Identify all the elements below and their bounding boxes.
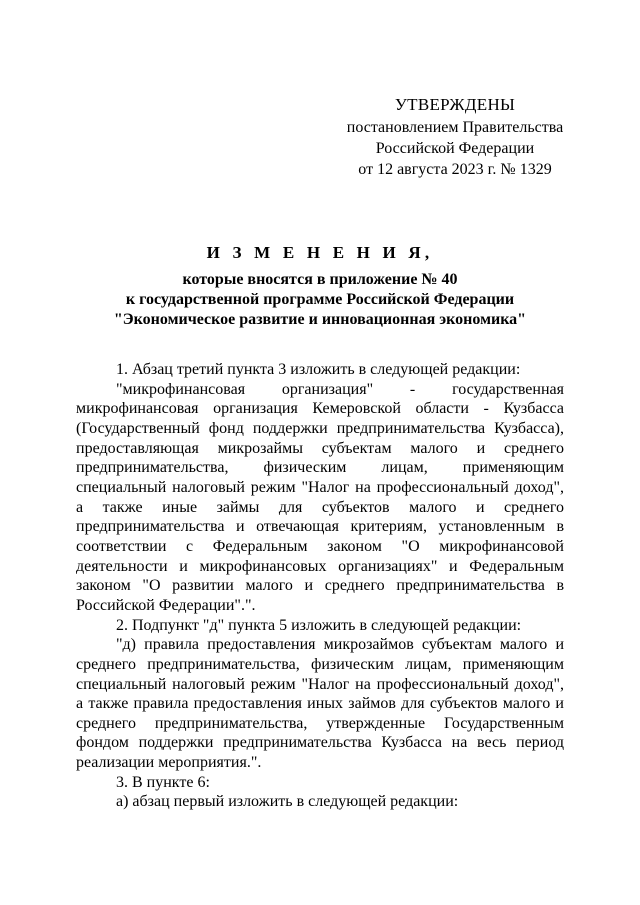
approval-line-government: Российской Федерации bbox=[375, 140, 535, 157]
paragraph-subitem-d: "д) правила предоставления микрозаймов субъектам малого и среднего предпринимательства, физическим лицам, применяющим специальный налоговый режим "Налог на профессиональный доход", а также правила предоставления иных займов для субъектов малого и среднего предпринимательства, утвержденные Государственным фондом поддержки предпринимательства Кузбасса на весь период реализации мероприятия.". bbox=[76, 636, 564, 772]
subtitle-line-2: к государственной программе Российской Федерации bbox=[125, 291, 515, 308]
paragraph-item-2: 2. Подпункт "д" пункта 5 изложить в следующей редакции: bbox=[116, 616, 522, 634]
paragraph-item-1: 1. Абзац третий пункта 3 изложить в следующей редакции: bbox=[116, 361, 521, 378]
approval-line-date: от 12 августа 2023 г. № 1329 bbox=[358, 161, 552, 178]
document-subtitle bbox=[60, 270, 580, 330]
paragraph-subitem-a: а) абзац первый изложить в следующей редакции: bbox=[116, 793, 459, 811]
subtitle-line-1: которые вносятся в приложение № 40 bbox=[182, 271, 458, 288]
paragraph-definition: "микрофинансовая организация" - государственная микрофинансовая организация Кемеровской области - Кузбасса (Государственный фонд поддержки предпринимательства Кузбасса), предоставляющая микрозаймы субъектам малого и среднего предпринимательства, физическим лицам, применяющим специальный налоговый режим "Налог на профессиональный доход", а также иные займы для субъектов малого и среднего предпринимательства и отвечающая критериям, установленным в соответствии с Федеральным законом "О микрофинансовой деятельности и микрофинансовых организациях" и Федеральным законом "О развитии малого и среднего предпринимательства в Российской Федерации".". bbox=[76, 380, 564, 614]
approval-stamp bbox=[330, 94, 580, 180]
document-body bbox=[76, 360, 564, 812]
subtitle-line-3: "Экономическое развитие и инновационная экономика" bbox=[113, 311, 527, 328]
document-title: И З М Е Н Е Н И Я, bbox=[206, 243, 434, 262]
paragraph-item-3: 3. В пункте 6: bbox=[116, 773, 210, 791]
approval-line-resolution: постановлением Правительства bbox=[346, 119, 564, 136]
approval-title: УТВЕРЖДЕНЫ bbox=[394, 95, 516, 114]
